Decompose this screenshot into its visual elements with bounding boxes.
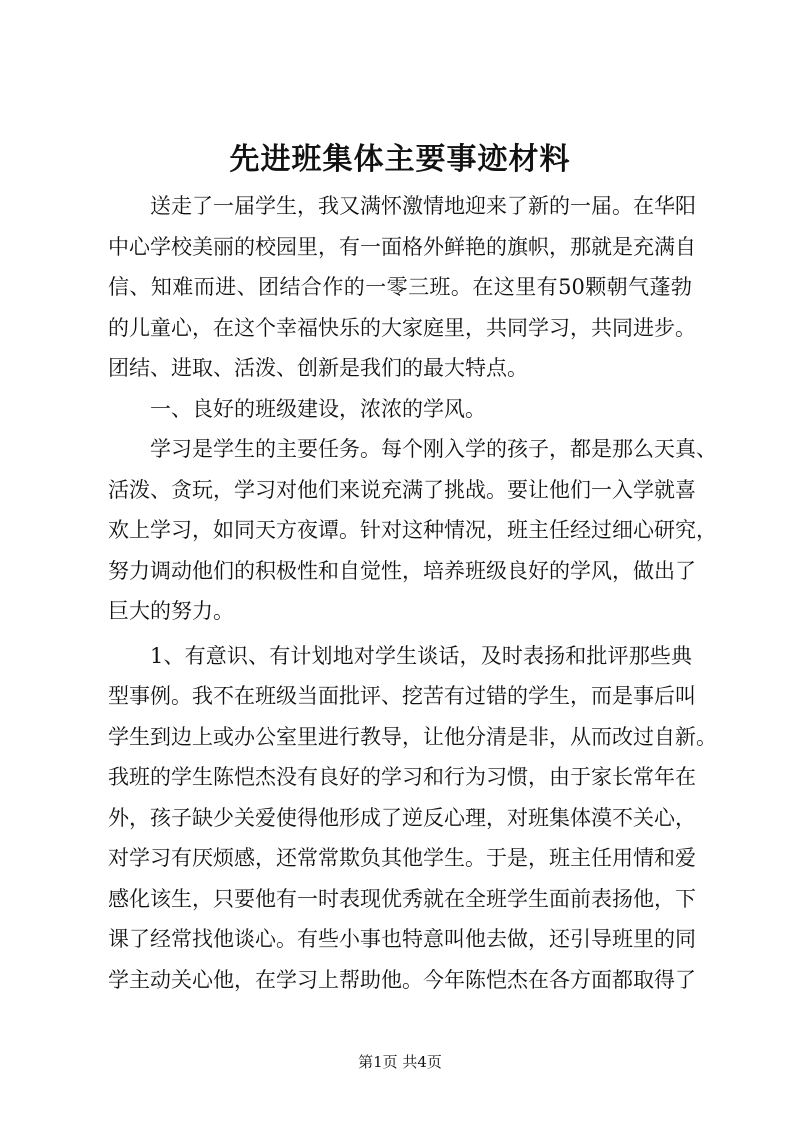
document-title: 先进班集体主要事迹材料 [229, 142, 571, 177]
paragraph-line: 外，孩子缺少关爱使得他形成了逆反心理，对班集体漠不关心， [108, 805, 696, 830]
paragraph-line: 1、有意识、有计划地对学生谈话，及时表扬和批评那些典 [150, 643, 692, 668]
page-footer: 第1页 共4页 [358, 1053, 442, 1071]
paragraph-line: 学主动关心他，在学习上帮助他。今年陈恺杰在各方面都取得了 [108, 967, 696, 992]
paragraph-line: 送走了一届学生，我又满怀激情地迎来了新的一届。在华阳 [150, 194, 696, 218]
paragraph-line: 活泼、贪玩，学习对他们来说充满了挑战。要让他们一入学就喜 [108, 477, 696, 502]
paragraph-line: 信、知难而进、团结合作的一零三班。在这里有50颗朝气蓬勃 [108, 275, 692, 299]
paragraph-line: 感化该生，只要他有一时表现优秀就在全班学生面前表扬他，下 [108, 886, 696, 911]
paragraph-line: 努力调动他们的积极性和自觉性，培养班级良好的学风，做出了 [108, 558, 696, 583]
document-body [108, 186, 717, 1000]
paragraph-line: 学习是学生的主要任务。每个刚入学的孩子，都是那么天真、 [150, 437, 717, 461]
paragraph-line: 对学习有厌烦感，还常常欺负其他学生。于是，班主任用情和爱 [108, 846, 696, 870]
paragraph-line: 的儿童心，在这个幸福快乐的大家庭里，共同学习，共同进步。 [108, 315, 696, 340]
paragraph-line: 课了经常找他谈心。有些小事也特意叫他去做，还引导班里的同 [108, 927, 696, 951]
paragraph-line: 巨大的努力。 [108, 599, 234, 623]
paragraph-line: 型事例。我不在班级当面批评、挖苦有过错的学生，而是事后叫 [108, 684, 696, 708]
section-heading: 一、良好的班级建设，浓浓的学风。 [150, 396, 486, 421]
paragraph-line: 欢上学习，如同天方夜谭。针对这种情况，班主任经过细心研究， [108, 518, 717, 542]
paragraph-line: 我班的学生陈恺杰没有良好的学习和行为习惯，由于家长常年在 [108, 765, 696, 789]
paragraph-line: 团结、进取、活泼、创新是我们的最大特点。 [108, 356, 528, 380]
paragraph-line: 中心学校美丽的校园里，有一面格外鲜艳的旗帜，那就是充满自 [108, 234, 696, 259]
paragraph-line: 学生到边上或办公室里进行教导，让他分清是非，从而改过自新。 [108, 724, 717, 749]
